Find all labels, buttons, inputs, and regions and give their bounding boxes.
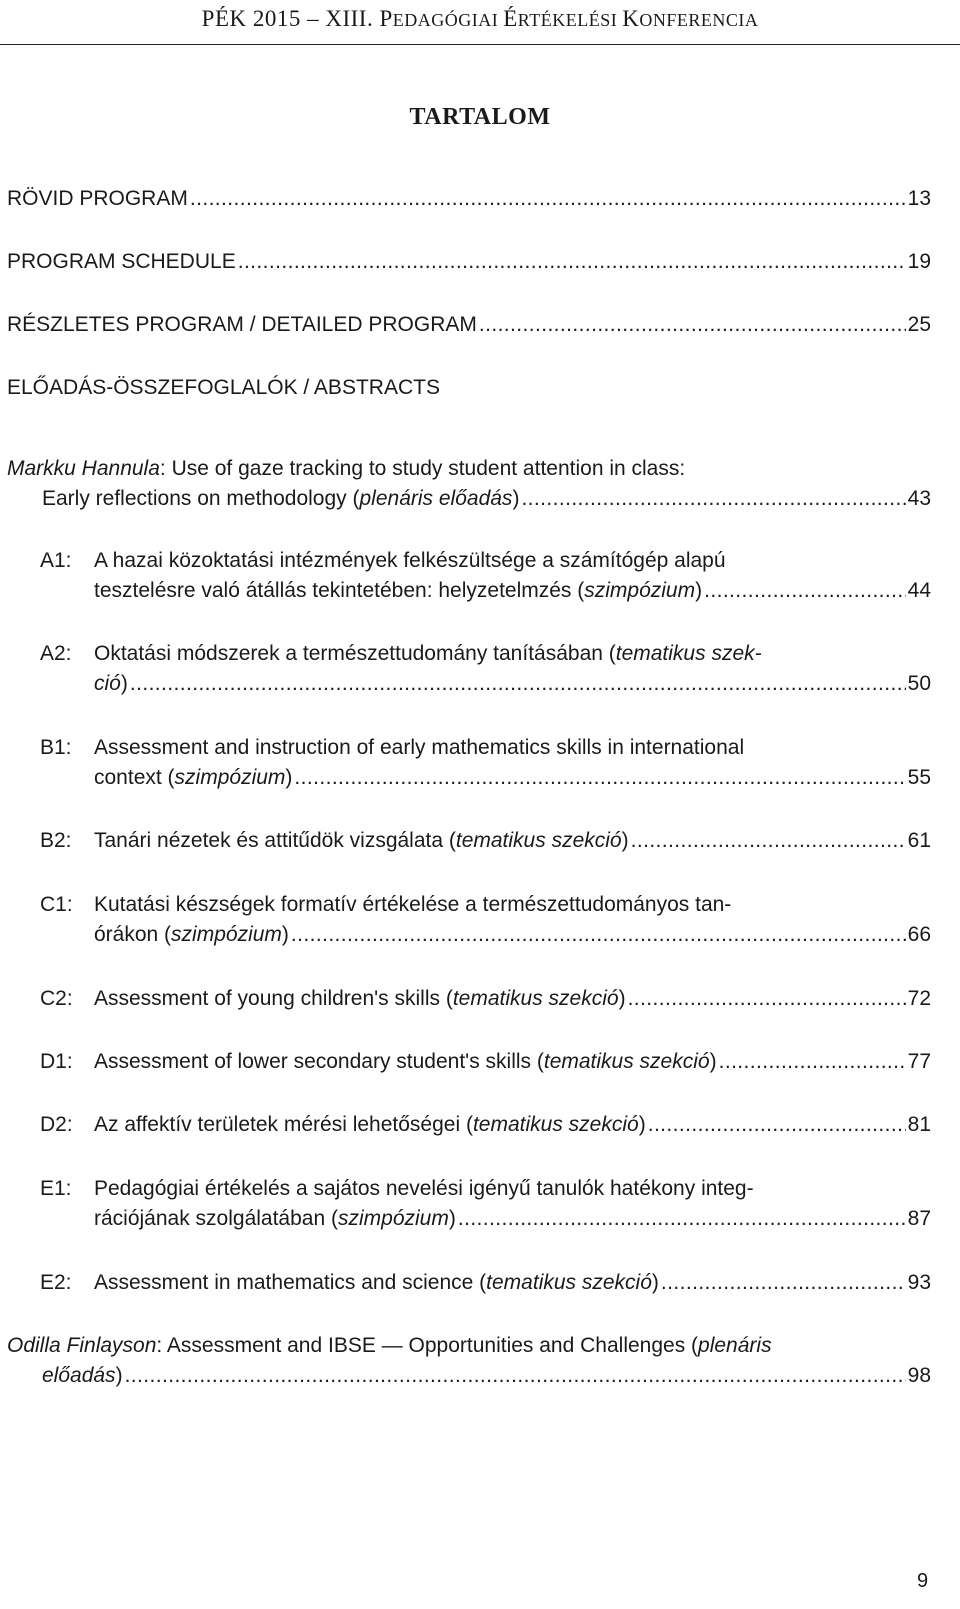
entry-type: tematikus szekció xyxy=(452,987,619,1010)
toc-entry[interactable] xyxy=(94,826,931,856)
section-code: C1: xyxy=(40,893,73,916)
toc-entry-line: A hazai közoktatási intézmények felkészültsége a számítógép alapú xyxy=(94,549,726,572)
toc-entry[interactable] xyxy=(94,1204,931,1234)
section-code: A1: xyxy=(40,549,72,572)
toc-entry-label xyxy=(94,763,292,793)
toc-entry-page: 13 xyxy=(907,187,931,210)
toc-entry[interactable] xyxy=(94,1110,931,1140)
toc-entry-page: 44 xyxy=(907,579,931,602)
toc-entry-page: 50 xyxy=(907,672,931,695)
header-divider xyxy=(0,44,960,45)
toc-entry-label xyxy=(94,1204,456,1234)
header-sc-cap: P xyxy=(379,6,393,31)
entry-text: ) xyxy=(709,1050,717,1073)
toc-entry-page: 77 xyxy=(907,1050,931,1073)
entry-type: szimpózium xyxy=(174,766,286,789)
entry-text: Tanári nézetek és attitűdök vizsgálata ( xyxy=(94,829,456,852)
running-header xyxy=(0,6,960,32)
dot-leader xyxy=(130,669,906,699)
toc-entry[interactable] xyxy=(94,763,931,793)
entry-type: tematikus szek- xyxy=(615,642,762,665)
entry-text: : Use of gaze tracking to study student attention in class: xyxy=(159,457,686,480)
toc-entry-label xyxy=(94,576,702,606)
dot-leader xyxy=(628,984,906,1014)
toc-entry[interactable] xyxy=(94,920,931,950)
section-code: A2: xyxy=(40,642,72,665)
entry-text: órákon ( xyxy=(94,923,172,946)
dot-leader xyxy=(479,310,906,340)
entry-text: Early reflections on methodology ( xyxy=(42,487,360,510)
toc-entry-line: Pedagógiai értékelés a sajátos nevelési igényű tanulók hatékony integ- xyxy=(94,1177,754,1200)
toc-entry-page: 87 xyxy=(907,1207,931,1230)
toc-entry-line xyxy=(94,639,762,669)
entry-text: ) xyxy=(651,1271,659,1294)
toc-entry-label xyxy=(94,984,626,1014)
header-sc-cap: É xyxy=(503,6,518,31)
toc-entry-label xyxy=(94,1268,659,1298)
dot-leader xyxy=(238,247,906,277)
entry-type: tematikus szekció xyxy=(543,1050,710,1073)
toc-entry[interactable] xyxy=(94,669,931,699)
entry-text: ) xyxy=(695,579,703,602)
header-sc-rest: RTÉKELÉSI xyxy=(517,10,623,30)
entry-type: tematikus szekció xyxy=(486,1271,652,1294)
entry-text: ) xyxy=(115,1364,123,1387)
author-name: Markku Hannula xyxy=(7,457,160,480)
section-code: D2: xyxy=(40,1113,73,1136)
section-code: E2: xyxy=(40,1271,72,1294)
section-code: C2: xyxy=(40,987,73,1010)
toc-entry-page: 61 xyxy=(907,829,931,852)
toc-entry-line xyxy=(7,1331,772,1361)
entry-type: szimpózium xyxy=(171,923,282,946)
header-sc-rest: ONFERENCIA xyxy=(639,10,759,30)
header-sc-rest: EDAGÓGIAI xyxy=(392,10,504,30)
toc-entry-page: 93 xyxy=(907,1271,931,1294)
entry-text: context ( xyxy=(94,766,175,789)
entry-text: : Assessment and IBSE — Opportunities and Challenges ( xyxy=(156,1334,699,1357)
toc-entry-page: 55 xyxy=(907,766,931,789)
dot-leader xyxy=(648,1110,906,1140)
toc-entry-label xyxy=(94,920,289,950)
toc-entry[interactable] xyxy=(7,184,931,214)
entry-text: tesztelésre való átállás tekintetében: helyzetelmzés ( xyxy=(94,579,585,602)
toc-entry-line: Kutatási készségek formatív értékelése a természettudományos tan- xyxy=(94,893,732,916)
toc-entry-label xyxy=(94,1110,646,1140)
entry-type: szimpózium xyxy=(337,1207,449,1230)
toc-entry-label: PROGRAM SCHEDULE xyxy=(7,250,236,273)
dot-leader xyxy=(704,576,906,606)
entry-text: Assessment of lower secondary student's skills ( xyxy=(94,1050,544,1073)
dot-leader xyxy=(125,1361,906,1391)
toc-entry-page: 66 xyxy=(907,923,931,946)
entry-text: Assessment of young children's skills ( xyxy=(94,987,453,1010)
toc-entry[interactable] xyxy=(94,1268,931,1298)
toc-entry-label xyxy=(94,1047,717,1077)
entry-text: rációjának szolgálatában ( xyxy=(94,1207,338,1230)
abstracts-heading: ELŐADÁS-ÖSSZEFOGLALÓK / ABSTRACTS xyxy=(7,376,440,399)
toc-entry-page: 19 xyxy=(907,250,931,273)
section-code: B2: xyxy=(40,829,72,852)
toc-entry-page: 81 xyxy=(907,1113,931,1136)
entry-text: ) xyxy=(448,1207,456,1230)
dot-leader xyxy=(719,1047,906,1077)
entry-type: tematikus szekció xyxy=(472,1113,639,1136)
toc-entry[interactable] xyxy=(94,576,931,606)
dot-leader xyxy=(521,484,905,514)
dot-leader xyxy=(661,1268,906,1298)
toc-entry[interactable] xyxy=(94,984,931,1014)
dot-leader xyxy=(190,184,906,214)
toc-entry-line: Assessment and instruction of early mathematics skills in international xyxy=(94,736,745,759)
entry-text: ) xyxy=(512,487,520,510)
toc-entry-label xyxy=(42,1361,123,1391)
entry-type: előadás xyxy=(42,1364,116,1387)
entry-text: ) xyxy=(281,923,289,946)
dot-leader xyxy=(291,920,906,950)
entry-text: Assessment in mathematics and science ( xyxy=(94,1271,487,1294)
entry-type: szimpózium xyxy=(584,579,696,602)
author-name: Odilla Finlayson xyxy=(7,1334,157,1357)
toc-entry-label xyxy=(42,484,519,514)
section-code: B1: xyxy=(40,736,72,759)
section-code: E1: xyxy=(40,1177,72,1200)
dot-leader xyxy=(294,763,905,793)
header-prefix: PÉK 2015 – XIII. xyxy=(201,6,380,31)
entry-text: Az affektív területek mérési lehetőségei ( xyxy=(94,1113,473,1136)
toc-entry[interactable] xyxy=(7,310,931,340)
toc-entry-page: 25 xyxy=(907,313,931,336)
toc-entry[interactable] xyxy=(42,1361,931,1391)
section-code: D1: xyxy=(40,1050,73,1073)
page-number: 9 xyxy=(917,1570,929,1592)
toc-entry-label xyxy=(94,826,629,856)
toc-entry-page: 72 xyxy=(907,987,931,1010)
toc-entry-label: RÉSZLETES PROGRAM / DETAILED PROGRAM xyxy=(7,313,477,336)
entry-text: Oktatási módszerek a természettudomány tanításában ( xyxy=(94,642,616,665)
entry-type: plenáris xyxy=(698,1334,772,1357)
entry-text: ) xyxy=(638,1113,646,1136)
dot-leader xyxy=(631,826,906,856)
entry-text: ) xyxy=(618,987,626,1010)
toc-entry-line xyxy=(7,454,685,484)
entry-text: ) xyxy=(621,829,629,852)
entry-type: plenáris előadás xyxy=(359,487,513,510)
page-title: TARTALOM xyxy=(409,104,551,130)
toc-entry-page: 98 xyxy=(907,1364,931,1387)
dot-leader xyxy=(458,1204,906,1234)
entry-type: tematikus szekció xyxy=(455,829,622,852)
entry-type: ció xyxy=(94,672,121,695)
toc-entry[interactable] xyxy=(7,247,931,277)
toc-entry-page: 43 xyxy=(907,487,931,510)
entry-text: ) xyxy=(120,672,128,695)
entry-text: ) xyxy=(285,766,293,789)
toc-entry[interactable] xyxy=(94,1047,931,1077)
header-sc-cap: K xyxy=(622,6,640,31)
toc-entry[interactable] xyxy=(42,484,931,514)
toc-entry-label xyxy=(94,669,128,699)
toc-entry-label: RÖVID PROGRAM xyxy=(7,187,188,210)
